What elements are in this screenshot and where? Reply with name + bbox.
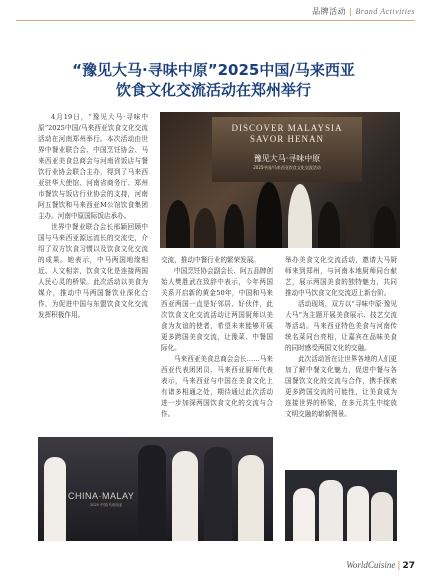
paragraph: 活动现场，双方以“寻味中原·豫见大马”为主题开展美食展示、技艺交流等活动。马来西亚特色美食与河南传统名菜同台亮相，让嘉宾在品味美食的同时感受两国文化的交融。 [285, 300, 397, 352]
event-logo-subtext: 2025 中国/马来西亚 [90, 503, 123, 507]
screen-text-3: 豫见大马·寻味中原 [253, 154, 321, 163]
stage-screen [212, 117, 362, 182]
title-line-2: 饮食文化交流活动在郑州举行 [115, 81, 311, 99]
chef-figure [256, 182, 282, 248]
body-column-3 [285, 255, 397, 420]
audience-figure [374, 206, 396, 248]
paragraph: 中国烹饪协会副会长、阿五品牌创始人樊胜武在致辞中表示，今年两国关系开启新的黄金50年，中国和马来西亚两国一直是好邻居、好伙伴，此次饮食文化交流活动让两国厨师以美食为友谊的使者，希望未来能够开展更多跨国美食交流，让豫菜、中餐国际化。 [161, 267, 273, 352]
screen-text-4: 2025中国/马来西亚饮食文化交流活动 [253, 165, 321, 170]
chef-figure [293, 488, 315, 541]
section-header [312, 6, 415, 17]
page-number: 27 [402, 561, 415, 571]
guest-figure [138, 445, 166, 541]
chef-figure [44, 457, 66, 541]
chef-figure [172, 451, 198, 541]
chef-figure [288, 184, 312, 248]
section-label-en: Brand Activities [355, 7, 415, 16]
audience-figure [318, 202, 340, 248]
paragraph: 世界中餐业联合会长邢颖回顾中国与马来西亚源远流长的交流史，介绍了双方饮食习惯以及饮食文化交流的成果。她表示，中马两国地缘相近、人文相亲，饮食文化是连接两国人民心灵的桥梁。此次活动以美食为媒介，推动中马两国餐饮业深化合作，为促进中国与东盟饮食文化交流发挥积极作用。 [38, 223, 148, 319]
article-title [0, 60, 427, 100]
chef-figure [238, 455, 264, 541]
page-footer [346, 560, 415, 571]
magazine-name: WorldCuisine [346, 560, 396, 570]
event-photo-main [160, 112, 400, 248]
paragraph: 此次活动旨在让世界各地的人们更加了解中餐文化魅力，促进中餐与各国餐饮文化的交流与合作，携手探索更多跨国交流的可能性，让美食成为连接世界的桥梁，在多元共生中绽放文明交融的崭新图景。 [285, 355, 397, 418]
event-logo-text: CHINA·MALAY [68, 491, 135, 501]
paragraph: 举办美食文化交流活动，邀请大马厨师来到郑州，与河南本地厨师同台献艺，展示两国美食的独特魅力，共同推动中马饮食文化交流迈上新台阶。 [285, 256, 397, 297]
screen-text-2: SAVOR HENAN [249, 134, 325, 144]
audience-figure [346, 198, 370, 248]
chef-figure [319, 480, 343, 541]
header-separator: | [349, 7, 353, 16]
footer-separator: | [397, 561, 401, 571]
paragraph: 交流，推动中餐行业的繁荣发展。 [161, 256, 260, 264]
audience-figure [194, 208, 216, 248]
screen-text-1: DISCOVER MALAYSIA [231, 123, 343, 133]
body-column-2 [161, 255, 273, 420]
paragraph: 马来西亚美食总商会会长……马来西亚代表团团员、马来西亚厨师代表表示，马来西亚与中国在美食文化上有诸多相通之处，期待通过此次活动进一步加深两国饮食文化的交流与合作。 [161, 355, 273, 418]
audience-figure [166, 200, 190, 248]
guest-figure [204, 447, 232, 541]
chef-figure [371, 492, 393, 541]
body-column-1 [38, 112, 148, 321]
audience-figure [224, 204, 244, 248]
title-line-1: “豫见大马·寻味中原”2025中国/马来西亚 [72, 61, 355, 79]
section-label: 品牌活动 [312, 7, 347, 16]
event-photo-chefs [285, 470, 397, 541]
chef-figure [347, 486, 369, 541]
header-rule [16, 20, 415, 21]
paragraph: 4月19日，“豫见大马·寻味中原”2025中国/马来西亚饮食文化交流活动在河南郑州举行。本次活动由世界中餐业联合会、中国烹饪协会、马来西亚美食总商会与河南省饭店与餐饮行业协会联合主办，得到了马来西亚驻华大使馆、河南省商务厅、郑州市餐饮与饭店行业协会的支持，河南阿五餐饮和马来西亚M公馆饮食集团主办。河南中原国际饭店承办。 [38, 113, 148, 220]
event-photo-group [38, 437, 273, 541]
